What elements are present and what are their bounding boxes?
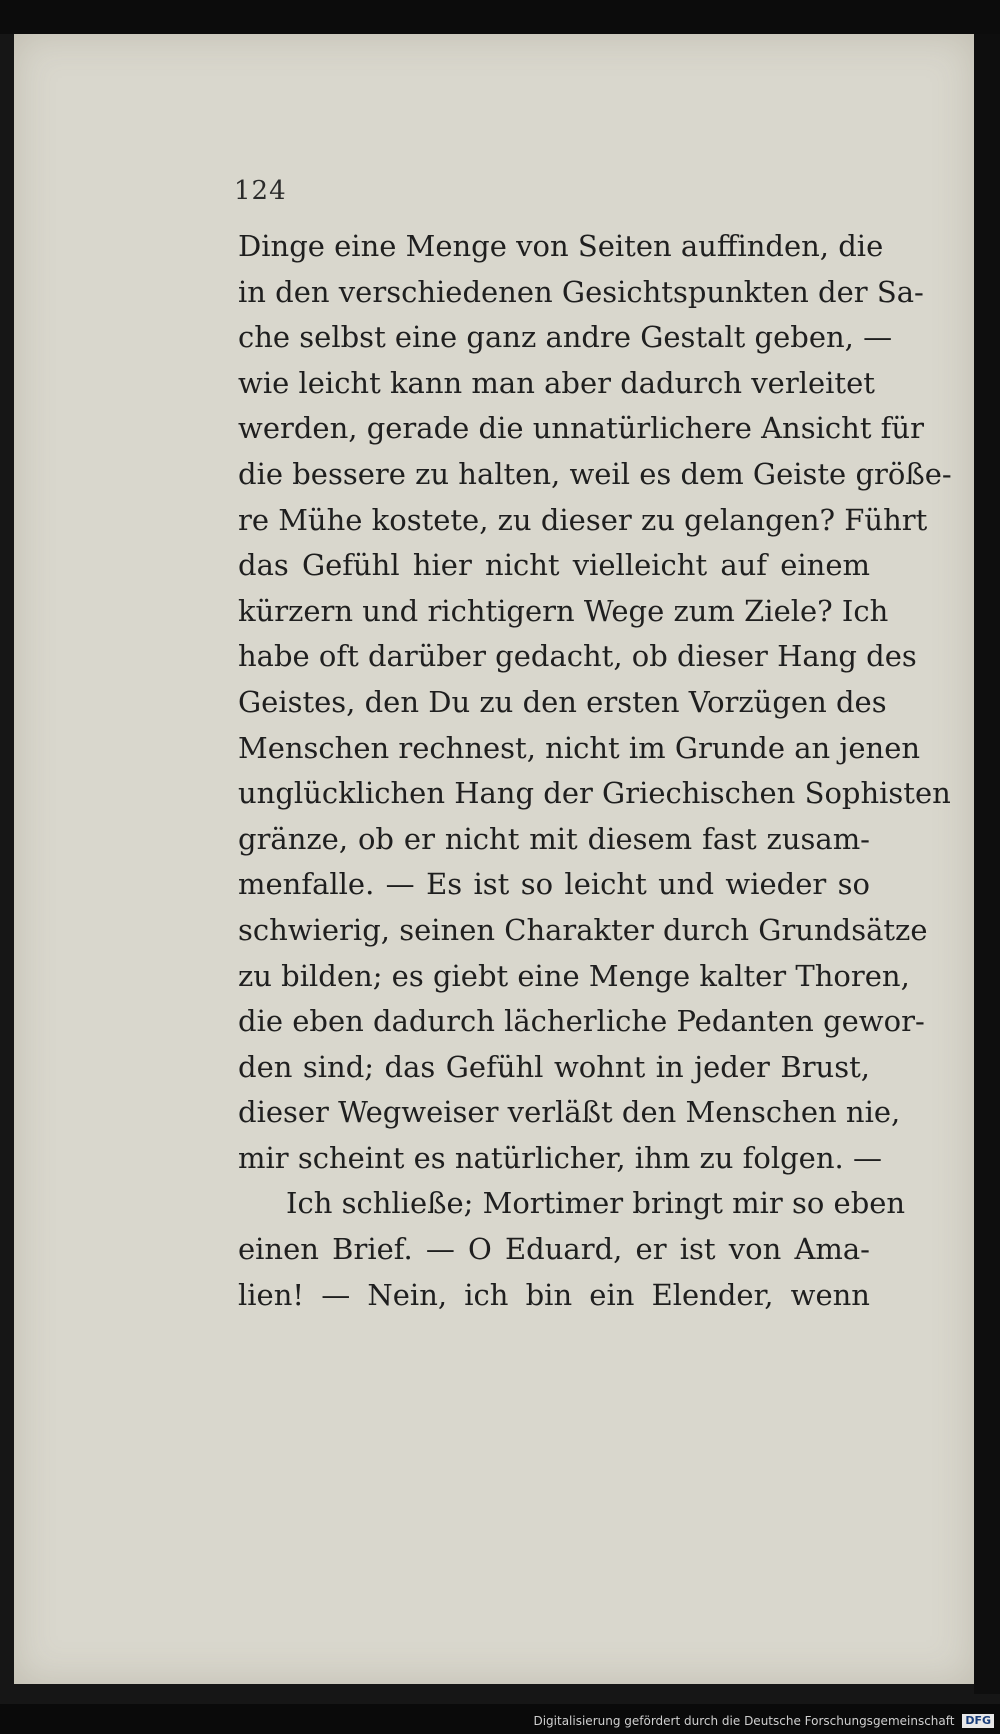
digitization-credit <box>533 1714 994 1729</box>
text-line: menfalle. — Es ist so leicht und wieder so <box>238 867 870 902</box>
text-line: schwierig, seinen Charakter durch Grundsätze <box>238 912 928 947</box>
scan-right-edge <box>974 34 1000 1694</box>
text-line: lien! — Nein, ich bin ein Elender, wenn <box>238 1277 870 1312</box>
credit-text: Digitalisierung gefördert durch die Deutsche Forschungsgemeinschaft <box>533 1713 955 1728</box>
text-line: kürzern und richtigern Wege zum Ziele? Ich <box>238 593 889 628</box>
scan-top-edge <box>0 0 1000 34</box>
text-line: das Gefühl hier nicht vielleicht auf einem <box>238 548 870 583</box>
book-page <box>14 34 974 1684</box>
footer-bar <box>0 1704 1000 1734</box>
text-line: Menschen rechnest, nicht im Grunde an jenen <box>238 730 921 765</box>
text-line: zu bilden; es giebt eine Menge kalter Thoren, <box>238 958 910 993</box>
text-line: werden, gerade die unnatürlichere Ansicht für <box>238 411 924 446</box>
text-line: den sind; das Gefühl wohnt in jeder Brust, <box>238 1049 870 1084</box>
text-line: gränze, ob er nicht mit diesem fast zusam- <box>238 821 870 856</box>
text-line: che selbst eine ganz andre Gestalt geben, — <box>238 320 893 355</box>
text-line: Ich schließe; Mortimer bringt mir so eben <box>286 1186 906 1221</box>
text-line: einen Brief. — O Eduard, er ist von Ama- <box>238 1232 870 1267</box>
text-line: die eben dadurch lächerliche Pedanten gewor- <box>238 1004 925 1039</box>
text-line: re Mühe kostete, zu dieser zu gelangen? Führt <box>238 502 928 537</box>
text-line: die bessere zu halten, weil es dem Geiste größe- <box>238 456 952 491</box>
text-line: mir scheint es natürlicher, ihm zu folgen. — <box>238 1140 882 1175</box>
text-line: in den verschiedenen Gesichtspunkten der Sa- <box>238 274 924 309</box>
dfg-logo-icon: DFG <box>962 1714 994 1728</box>
page-number: 124 <box>234 176 287 206</box>
text-line: Dinge eine Menge von Seiten auffinden, die <box>238 229 884 263</box>
text-line: habe oft darüber gedacht, ob dieser Hang des <box>238 639 917 674</box>
text-line: wie leicht kann man aber dadurch verleitet <box>238 365 875 400</box>
text-line: Geistes, den Du zu den ersten Vorzügen des <box>238 684 887 719</box>
text-line: unglücklichen Hang der Griechischen Sophisten <box>238 776 951 811</box>
body-text <box>238 224 952 1318</box>
text-line: dieser Wegweiser verläßt den Menschen nie, <box>238 1095 901 1130</box>
